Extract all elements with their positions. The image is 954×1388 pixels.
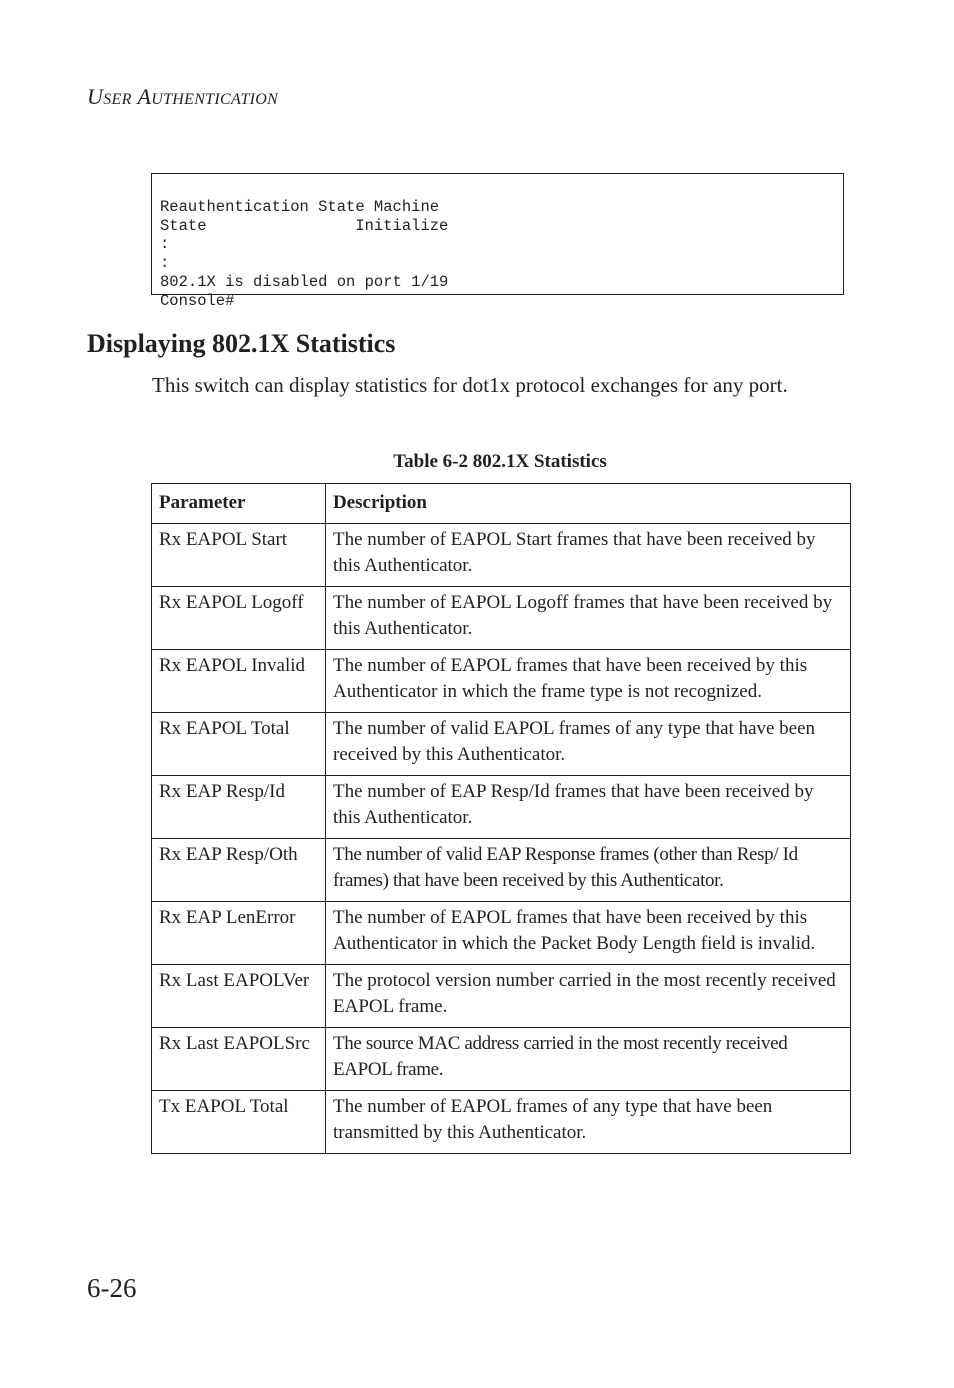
running-head-rest-2: UTHENTICATION bbox=[151, 91, 279, 108]
table-row bbox=[152, 1090, 851, 1153]
desc-cell: The number of EAPOL Start frames that have been received by this Authenticator. bbox=[326, 523, 851, 586]
desc-cell: The number of EAPOL Logoff frames that have been received by this Authenticator. bbox=[326, 586, 851, 649]
param-cell: Rx EAP Resp/Oth bbox=[152, 838, 326, 901]
param-cell: Rx EAPOL Start bbox=[152, 523, 326, 586]
table-row bbox=[152, 838, 851, 901]
console-output: Reauthentication State Machine State Initialize : : 802.1X is disabled on port 1/19 Console# bbox=[160, 198, 449, 310]
running-head-initial-1: U bbox=[87, 84, 104, 109]
param-cell: Rx EAPOL Logoff bbox=[152, 586, 326, 649]
table-row bbox=[152, 649, 851, 712]
param-cell: Rx Last EAPOLVer bbox=[152, 964, 326, 1027]
running-head bbox=[87, 84, 278, 110]
param-cell: Rx EAPOL Invalid bbox=[152, 649, 326, 712]
running-head-rest-1: SER bbox=[103, 91, 132, 108]
desc-cell: The number of EAPOL frames of any type that have been transmitted by this Authenticator. bbox=[326, 1090, 851, 1153]
intro-paragraph: This switch can display statistics for dot1x protocol exchanges for any port. bbox=[152, 373, 788, 397]
header-parameter: Parameter bbox=[152, 484, 326, 524]
table-row bbox=[152, 1027, 851, 1090]
table-row bbox=[152, 901, 851, 964]
table-row bbox=[152, 523, 851, 586]
desc-cell: The source MAC address carried in the most recently received EAPOL frame. bbox=[326, 1027, 851, 1090]
section-title: Displaying 802.1X Statistics bbox=[87, 329, 396, 358]
table-row bbox=[152, 775, 851, 838]
desc-cell: The number of EAPOL frames that have been received by this Authenticator in which the frame type is not recognized. bbox=[326, 649, 851, 712]
table-row bbox=[152, 586, 851, 649]
desc-cell: The protocol version number carried in the most recently received EAPOL frame. bbox=[326, 964, 851, 1027]
page-number: 6-26 bbox=[87, 1273, 137, 1303]
console-output-box bbox=[151, 173, 844, 310]
param-cell: Rx Last EAPOLSrc bbox=[152, 1027, 326, 1090]
table-header-row bbox=[152, 484, 851, 524]
param-cell: Tx EAPOL Total bbox=[152, 1090, 326, 1153]
desc-cell: The number of EAP Resp/Id frames that have been received by this Authenticator. bbox=[326, 775, 851, 838]
desc-cell: The number of valid EAP Response frames (other than Resp/ Id frames) that have been received by this Authenticator. bbox=[326, 838, 851, 901]
table-row bbox=[152, 712, 851, 775]
running-head-initial-2: A bbox=[137, 84, 152, 109]
desc-cell: The number of valid EAPOL frames of any type that have been received by this Authenticator. bbox=[326, 712, 851, 775]
param-cell: Rx EAPOL Total bbox=[152, 712, 326, 775]
table-caption: Table 6-2 802.1X Statistics bbox=[393, 451, 607, 472]
table-row bbox=[152, 964, 851, 1027]
statistics-table bbox=[151, 483, 851, 1154]
header-description: Description bbox=[326, 484, 851, 524]
param-cell: Rx EAP LenError bbox=[152, 901, 326, 964]
desc-cell: The number of EAPOL frames that have been received by this Authenticator in which the Packet Body Length field is invalid. bbox=[326, 901, 851, 964]
param-cell: Rx EAP Resp/Id bbox=[152, 775, 326, 838]
